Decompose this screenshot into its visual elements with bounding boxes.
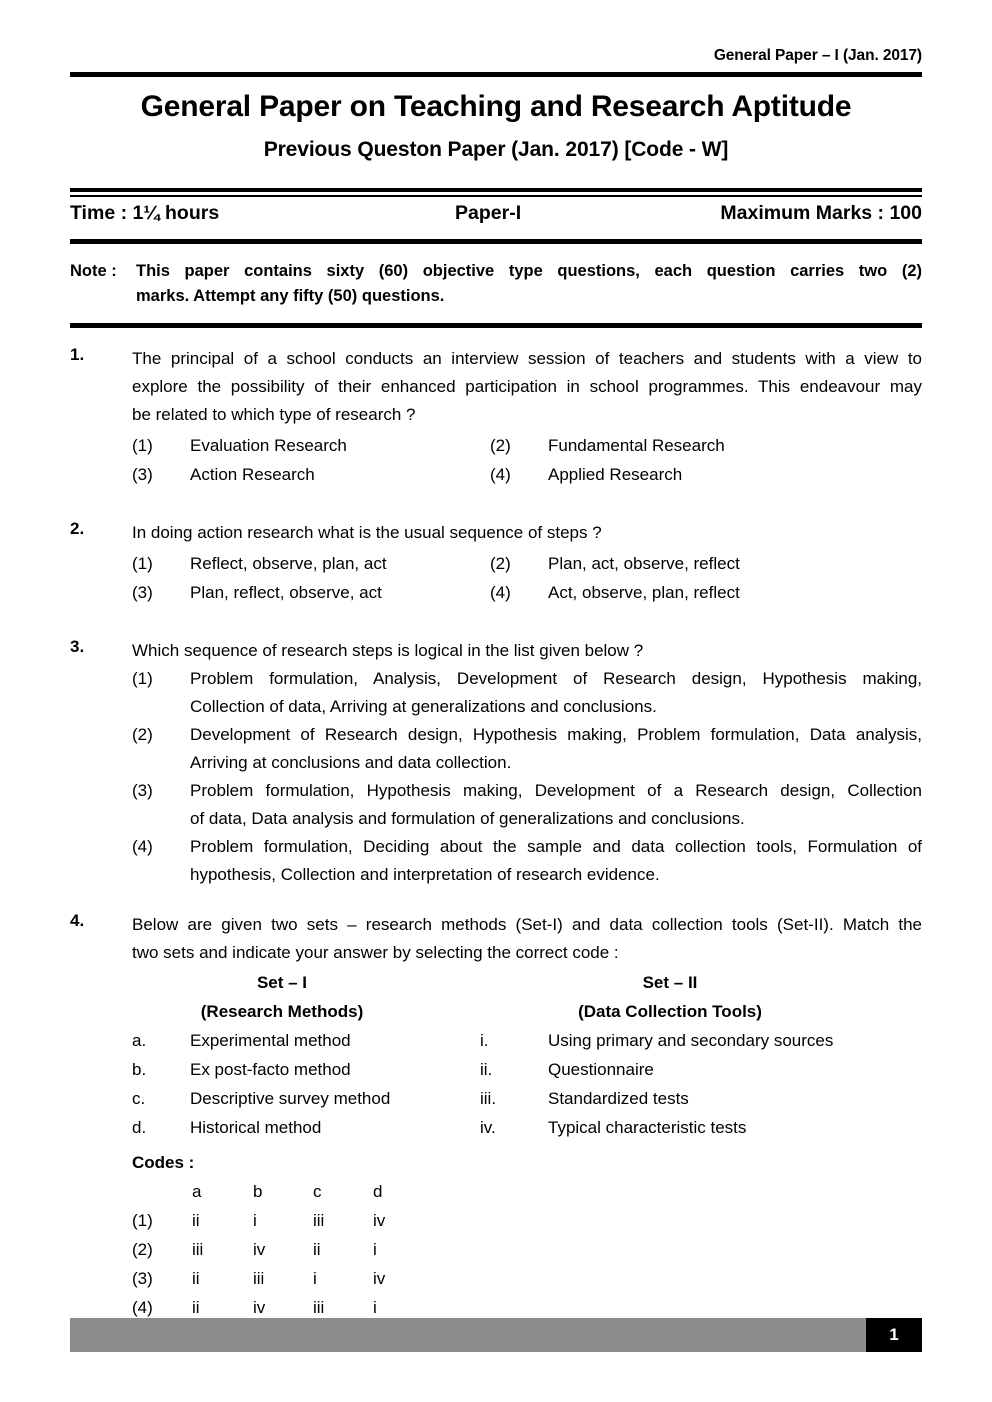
option-marker: (2) xyxy=(132,725,153,744)
set-1-marker: c. xyxy=(132,1089,146,1108)
option-marker: (1) xyxy=(132,1211,153,1230)
question-item xyxy=(70,637,922,889)
rule-below-meta xyxy=(70,239,922,244)
option-line: Arriving at conclusions and data collection. xyxy=(190,753,512,772)
set-1-item: Descriptive survey method xyxy=(190,1089,391,1108)
exam-meta-row xyxy=(70,202,922,234)
set-2-marker: iv. xyxy=(480,1118,496,1137)
option-label: Fundamental Research xyxy=(548,436,725,455)
code-value: i xyxy=(313,1269,317,1288)
set-pair-row xyxy=(132,1060,922,1089)
set-pair-row xyxy=(132,1118,922,1147)
option-label xyxy=(190,665,922,721)
option-marker: (4) xyxy=(132,837,153,856)
option-line: of data, Data analysis and formulation of generalizations and conclusions. xyxy=(190,809,745,828)
stem-line: Below are given two sets – research methods (Set-I) and data collection tools (Set-II). Match the xyxy=(132,915,922,934)
option-label: Evaluation Research xyxy=(190,436,347,455)
option-marker: (1) xyxy=(132,554,153,573)
set-2-marker: i. xyxy=(480,1031,489,1050)
question-number: 2. xyxy=(70,519,85,538)
option-line: Collection of data, Arriving at generalizations and conclusions. xyxy=(190,697,657,716)
option-1[interactable] xyxy=(132,665,922,721)
set-2-subtitle: (Data Collection Tools) xyxy=(578,1002,762,1021)
set-1-title: Set – I xyxy=(256,973,308,992)
set-1-marker: d. xyxy=(132,1118,147,1137)
option-2[interactable] xyxy=(490,431,725,460)
option-label: Action Research xyxy=(190,465,315,484)
rule-below-running-head xyxy=(70,72,922,77)
stem-line: explore the possibility of their enhanced participation in school programmes. This endeavour may xyxy=(132,377,922,396)
set-2-marker: iii. xyxy=(480,1089,497,1108)
option-label: Applied Research xyxy=(548,465,683,484)
option-marker: (1) xyxy=(132,669,153,688)
set-2-item: Typical characteristic tests xyxy=(548,1118,747,1137)
option-4[interactable] xyxy=(490,460,682,489)
set-2-title: Set – II xyxy=(642,973,698,992)
match-sets-table xyxy=(132,973,922,1147)
option-line: Problem formulation, Hypothesis making, Development of a Research design, Collection xyxy=(190,781,922,800)
question-number: 3. xyxy=(70,637,85,656)
sets-title-row xyxy=(132,973,922,1002)
codes-option-2[interactable] xyxy=(132,1235,922,1264)
option-3[interactable] xyxy=(132,777,922,833)
page-title: General Paper on Teaching and Research Aptitude xyxy=(140,90,852,123)
code-value: ii xyxy=(313,1240,321,1259)
code-value: ii xyxy=(192,1211,200,1230)
option-marker: (2) xyxy=(490,436,511,455)
question-stem xyxy=(132,637,922,665)
option-marker: (3) xyxy=(132,583,153,602)
option-line: Problem formulation, Deciding about the sample and data collection tools, Formulation of xyxy=(190,837,922,856)
code-value: ii xyxy=(192,1269,200,1288)
option-marker: (3) xyxy=(132,1269,153,1288)
note-text xyxy=(136,259,922,309)
option-2[interactable] xyxy=(132,721,922,777)
set-1-subtitle: (Research Methods) xyxy=(200,1002,364,1021)
page-subtitle: Previous Queston Paper (Jan. 2017) [Code - W] xyxy=(263,138,729,161)
question-stem xyxy=(132,911,922,967)
codes-option-3[interactable] xyxy=(132,1264,922,1293)
set-2-item: Using primary and secondary sources xyxy=(548,1031,834,1050)
set-1-item: Historical method xyxy=(190,1118,322,1137)
spacer xyxy=(70,607,922,637)
option-row xyxy=(132,549,922,578)
set-pair-row xyxy=(132,1031,922,1060)
exam-marks: Maximum Marks : 100 xyxy=(720,202,922,224)
question-number: 1. xyxy=(70,345,85,364)
sets-subtitle-row xyxy=(132,1002,922,1031)
code-value: iv xyxy=(373,1211,386,1230)
note-line-1: This paper contains sixty (60) objective type questions, each question carries two (2) xyxy=(136,262,922,280)
set-1-marker: a. xyxy=(132,1031,147,1050)
question-item xyxy=(70,345,922,489)
option-line: Problem formulation, Analysis, Development of Research design, Hypothesis making, xyxy=(190,669,922,688)
option-label: Act, observe, plan, reflect xyxy=(548,583,740,602)
option-label: Reflect, observe, plan, act xyxy=(190,554,387,573)
code-value: i xyxy=(253,1211,257,1230)
code-value: i xyxy=(373,1240,377,1259)
option-row xyxy=(132,578,922,607)
code-value: iv xyxy=(253,1298,266,1317)
codes-table xyxy=(132,1177,922,1322)
page-number-badge: 1 xyxy=(866,1318,922,1352)
stem-line: two sets and indicate your answer by selecting the correct code : xyxy=(132,943,619,962)
code-value: i xyxy=(373,1298,377,1317)
exam-paper: Paper-I xyxy=(455,202,522,224)
option-marker: (4) xyxy=(132,1298,153,1317)
stem-line: be related to which type of research ? xyxy=(132,405,416,424)
option-grid xyxy=(132,431,922,489)
set-2-marker: ii. xyxy=(480,1060,493,1079)
set-pair-row xyxy=(132,1089,922,1118)
option-marker: (2) xyxy=(132,1240,153,1259)
option-label xyxy=(190,833,922,889)
option-grid xyxy=(132,549,922,607)
option-label xyxy=(190,721,922,777)
exam-time: Time : 1¼ hours xyxy=(70,202,220,224)
option-1[interactable] xyxy=(132,431,347,460)
option-1[interactable] xyxy=(132,549,387,578)
stem-line: In doing action research what is the usual sequence of steps ? xyxy=(132,523,602,542)
question-number: 4. xyxy=(70,911,85,930)
option-label: Plan, reflect, observe, act xyxy=(190,583,382,602)
question-item xyxy=(70,911,922,1322)
option-marker: (1) xyxy=(132,436,153,455)
note-label: Note : xyxy=(70,262,117,280)
option-label xyxy=(190,777,922,833)
footer-bar xyxy=(70,1318,922,1352)
codes-column-header-c: c xyxy=(313,1182,322,1201)
code-value: iv xyxy=(373,1269,386,1288)
code-value: iii xyxy=(313,1211,325,1230)
option-3[interactable] xyxy=(132,460,315,489)
question-list xyxy=(70,345,922,1322)
codes-header-row xyxy=(132,1177,922,1206)
question-item xyxy=(70,519,922,607)
option-marker: (4) xyxy=(490,583,511,602)
set-1-marker: b. xyxy=(132,1060,147,1079)
code-value: iii xyxy=(253,1269,265,1288)
option-4[interactable] xyxy=(132,833,922,889)
option-3[interactable] xyxy=(132,578,382,607)
set-2-item: Standardized tests xyxy=(548,1089,689,1108)
rule-below-note xyxy=(70,323,922,328)
set-1-item: Experimental method xyxy=(190,1031,351,1050)
codes-column-header-d: d xyxy=(373,1182,383,1201)
code-value: iii xyxy=(192,1240,204,1259)
option-4[interactable] xyxy=(490,578,740,607)
codes-option-1[interactable] xyxy=(132,1206,922,1235)
set-1-item: Ex post-facto method xyxy=(190,1060,351,1079)
note-block xyxy=(70,259,922,309)
code-value: iii xyxy=(313,1298,325,1317)
rule-above-meta-thick xyxy=(70,188,922,192)
running-head: General Paper – I (Jan. 2017) xyxy=(713,47,922,64)
stem-line: The principal of a school conducts an interview session of teachers and students with a view to xyxy=(132,349,922,368)
spacer xyxy=(70,489,922,519)
option-marker: (2) xyxy=(490,554,511,573)
question-stem xyxy=(132,345,922,429)
codes-column-header-b: b xyxy=(253,1182,263,1201)
option-line: hypothesis, Collection and interpretation of research evidence. xyxy=(190,865,660,884)
rule-above-meta-thin xyxy=(70,195,922,197)
spacer xyxy=(70,889,922,911)
code-value: ii xyxy=(192,1298,200,1317)
option-marker: (3) xyxy=(132,465,153,484)
codes-column-header-a: a xyxy=(192,1182,202,1201)
option-row xyxy=(132,460,922,489)
option-marker: (4) xyxy=(490,465,511,484)
codes-label: Codes : xyxy=(132,1153,195,1172)
set-2-item: Questionnaire xyxy=(548,1060,654,1079)
option-label: Plan, act, observe, reflect xyxy=(548,554,740,573)
option-row xyxy=(132,431,922,460)
question-stem xyxy=(132,519,922,547)
code-value: iv xyxy=(253,1240,266,1259)
note-line-2: marks. Attempt any fifty (50) questions. xyxy=(136,287,445,305)
stem-line: Which sequence of research steps is logical in the list given below ? xyxy=(132,641,644,660)
option-2[interactable] xyxy=(490,549,740,578)
option-line: Development of Research design, Hypothesis making, Problem formulation, Data analysis, xyxy=(190,725,922,744)
option-marker: (3) xyxy=(132,781,153,800)
